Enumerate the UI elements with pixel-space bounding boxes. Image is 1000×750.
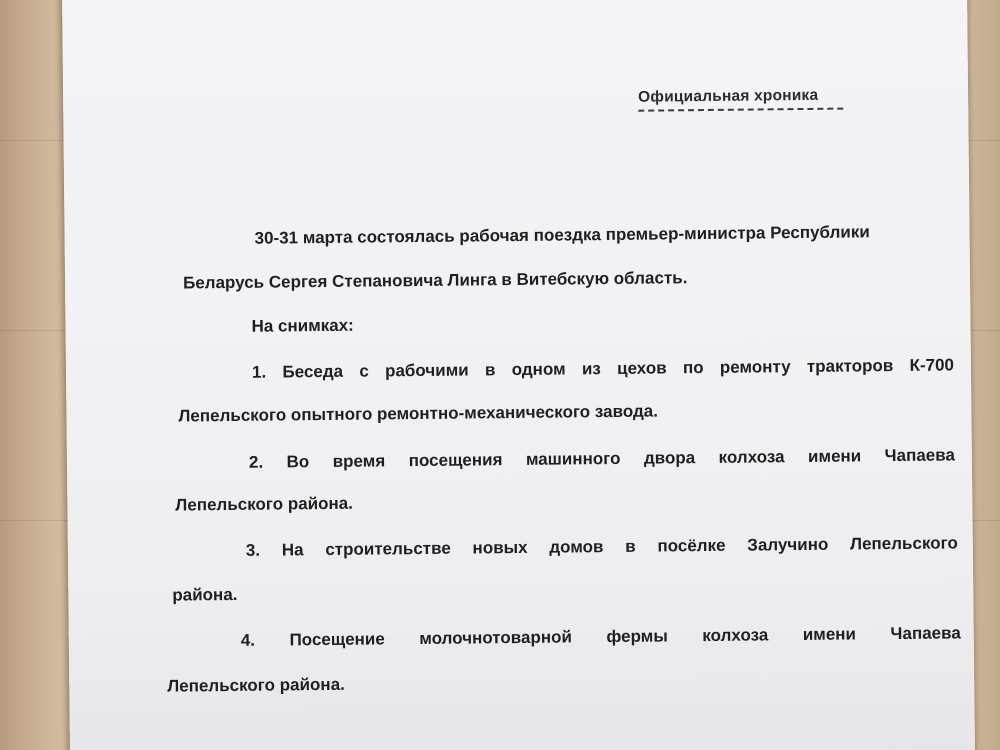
item-4-line-1: 4. Посещение молочнотоварной фермы колхоза имени Чапаева (240, 623, 961, 650)
photos-label: На снимках: (251, 315, 354, 336)
item-1-line-1: 1. Беседа с рабочими в одном из цехов по ремонту тракторов К-700 (251, 355, 955, 382)
intro-line-2: Беларусь Сергея Степановича Линга в Витебскую область. (182, 268, 688, 293)
document-sheet (62, 0, 975, 750)
item-1-line-2: Лепельского опытного ремонтно-механического завода. (178, 401, 659, 426)
header-dashed-rule (638, 108, 843, 112)
header-title: Официальная хроника (638, 86, 819, 106)
item-2-line-1: 2. Во время посещения машинного двора колхоза имени Чапаева (248, 445, 955, 472)
item-4-line-2: Лепельского района. (167, 674, 345, 696)
item-3-line-1: 3. На строительстве новых домов в посёлке Залучино Лепельского (245, 533, 958, 560)
item-2-line-2: Лепельского района. (175, 493, 354, 515)
item-3-line-2: района. (172, 584, 238, 605)
intro-line-1: 30-31 марта состоялась рабочая поездка премьер-министра Республики (254, 222, 870, 248)
